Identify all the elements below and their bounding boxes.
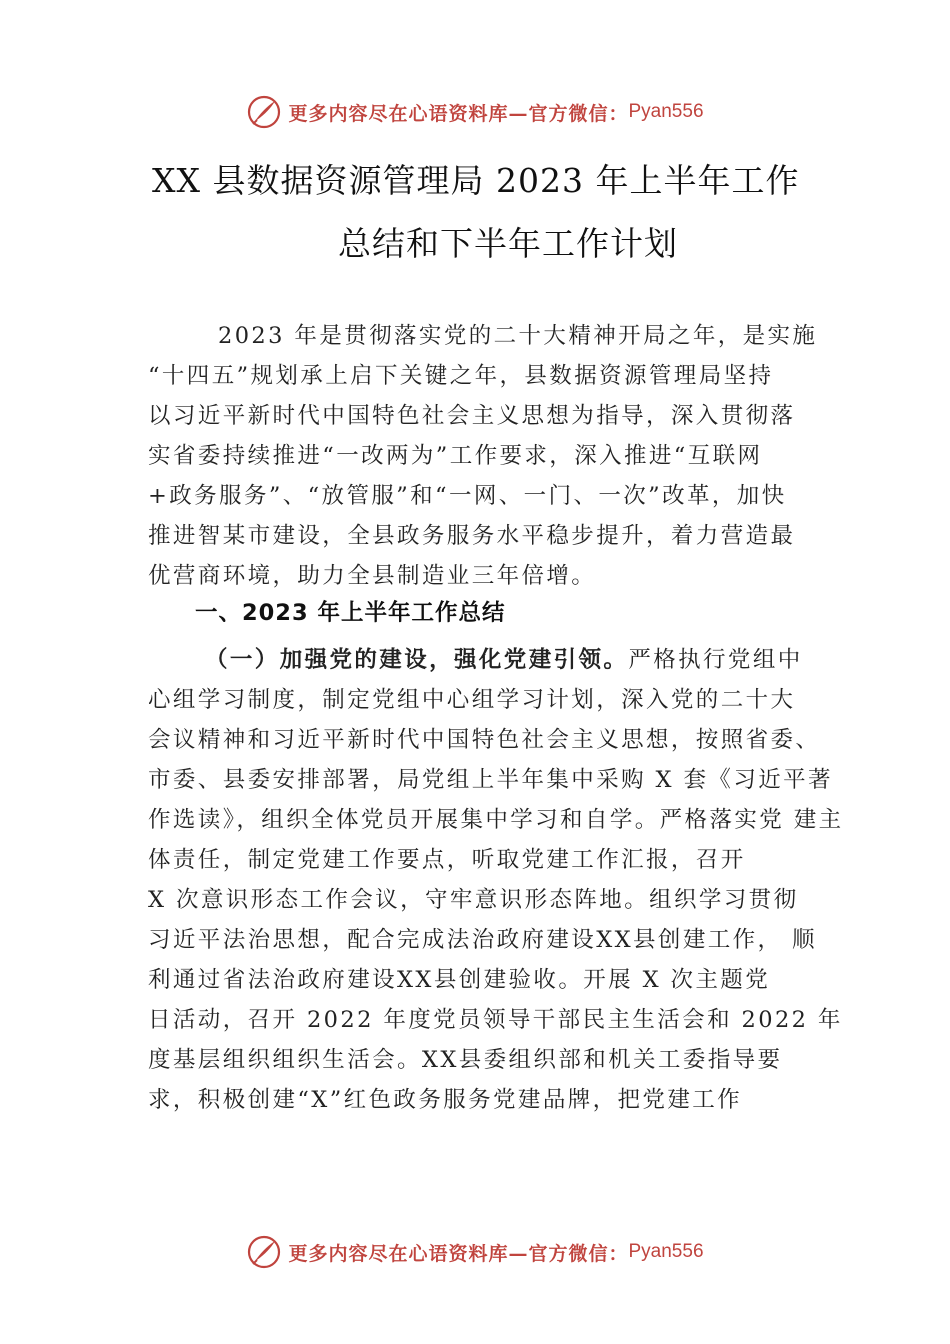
document-title-line-2: 总结和下半年工作计划 [338,224,678,263]
section-line: 利通过省法治政府建设XX县创建验收。开展 X 次主题党 [148,967,771,993]
section-line: 日活动，召开 2022 年度党员领导干部民主生活会和 2022 年 [148,1007,843,1033]
quill-logo-icon [246,94,282,130]
intro-line: 2023 年是贯彻落实党的二十大精神开局之年，是实施 [218,323,818,349]
intro-line: 实省委持续推进“一改两为”工作要求，深入推进“互联网 [148,443,763,469]
section-line: 心组学习制度，制定党组中心组学习计划，深入党的二十大 [148,687,796,713]
section-line: 市委、县委安排部署，局党组上半年集中采购 X 套《习近平著 [148,767,833,793]
section-first-line-rest: 严格执行党组中 [628,647,803,673]
section-line: X 次意识形态工作会议，守牢意识形态阵地。组织学习贯彻 [148,887,799,913]
section-line: 度基层组织组织生活会。XX县委组织部和机关工委指导要 [148,1047,783,1073]
section-first-line [205,642,803,674]
intro-line: 以习近平新时代中国特色社会主义思想为指导，深入贯彻落 [148,403,796,429]
section-line: 体责任，制定党建工作要点，听取党建工作汇报，召开 [148,847,746,873]
section-line: 会议精神和习近平新时代中国特色社会主义思想，按照省委、 [148,727,821,753]
section-line: 求，积极创建“X”红色政务服务党建品牌，把党建工作 [148,1087,743,1113]
section-line: 习近平法治思想，配合完成法治政府建设XX县创建工作， 顺 [148,927,817,953]
footer-banner [0,1232,950,1272]
intro-line: “十四五”规划承上启下关键之年，县数据资源管理局坚持 [148,363,774,389]
intro-line: 优营商环境，助力全县制造业三年倍增。 [148,563,597,589]
banner-wechat-id: Pyan556 [628,1241,704,1262]
banner-text: 更多内容尽在心语资料库—官方微信： [288,102,629,125]
document-title-line-1: XX 县数据资源管理局 2023 年上半年工作 [152,161,800,200]
section-line: 作选读》，组织全体党员开展集中学习和自学。严格落实党 建主 [148,807,844,833]
subsection-title: （一）加强党的建设，强化党建引领。 [205,647,629,673]
banner-text: 更多内容尽在心语资料库—官方微信： [288,1242,629,1265]
intro-line: 推进智某市建设，全县政务服务水平稳步提升，着力营造最 [148,523,796,549]
banner-wechat-id: Pyan556 [628,101,704,122]
section-heading: 一、2023 年上半年工作总结 [195,600,506,626]
quill-logo-icon [246,1234,282,1270]
header-banner [0,92,950,132]
intro-line: +政务服务”、“放管服”和“一网、一门、一次”改革，加快 [148,483,787,509]
